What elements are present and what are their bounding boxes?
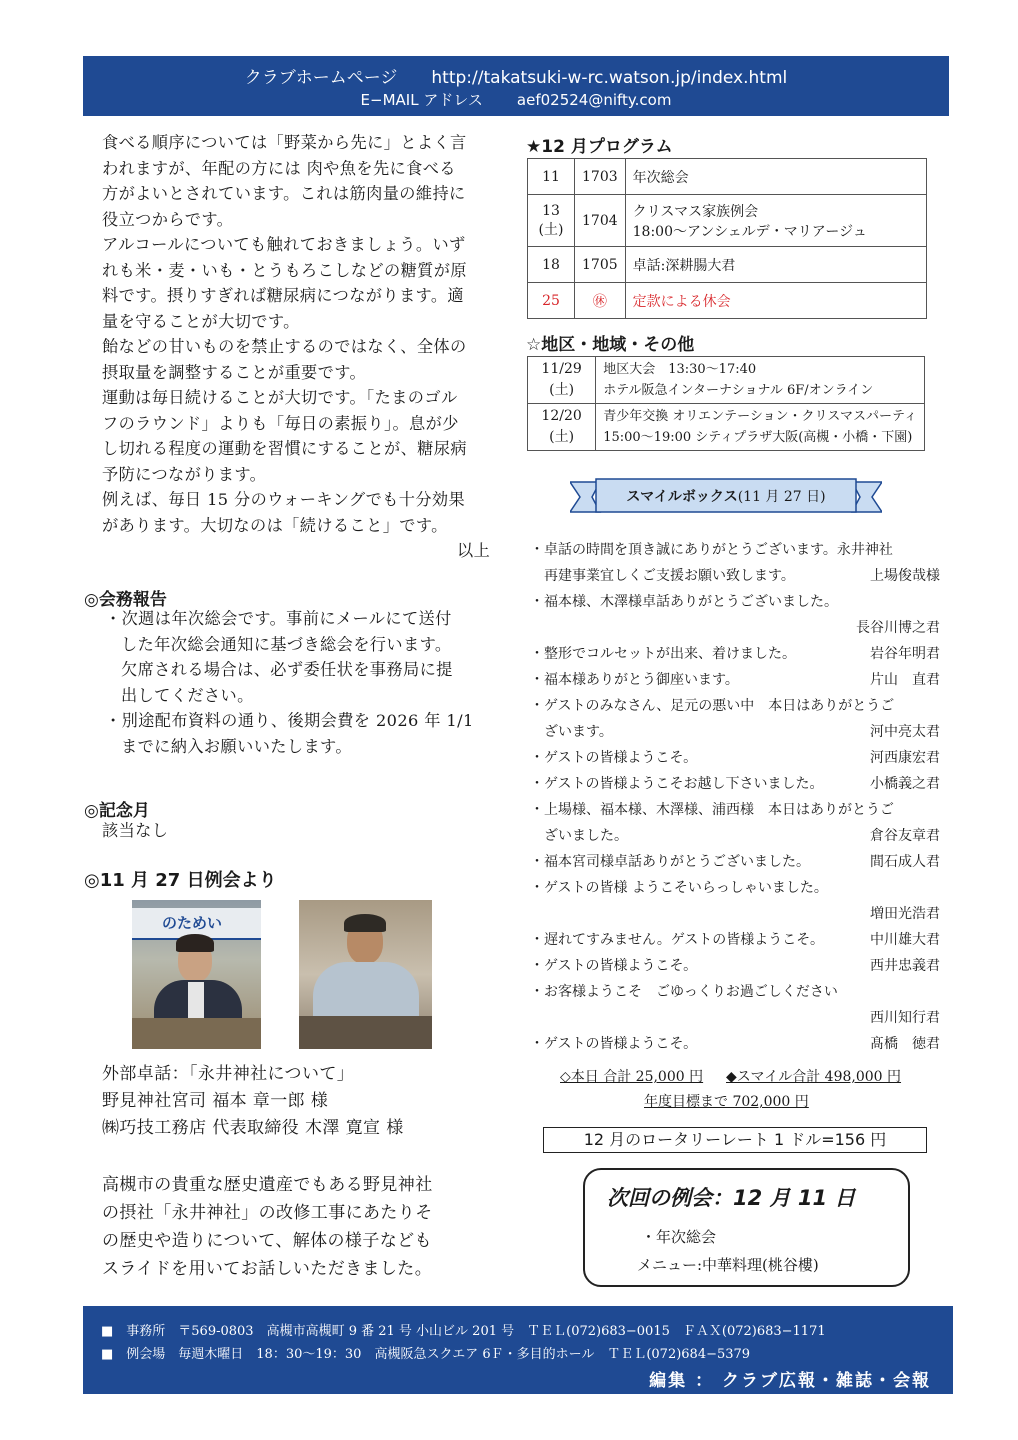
program-content <box>625 283 926 319</box>
smilebox-member: 上場俊哉様 <box>870 568 940 584</box>
next-meeting-title: 次回の例会：12 月 11 日 <box>607 1186 856 1210</box>
district-date <box>528 404 596 451</box>
program-heading: ★12 月プログラム <box>526 137 673 157</box>
smilebox-entry <box>530 615 940 641</box>
next-meeting-item: ・年次総会 <box>641 1228 717 1246</box>
kaimu-line: 欠席される場合は、必ず委任状を事務局に提 <box>121 660 453 679</box>
smilebox-title-wrap <box>598 486 854 506</box>
smilebox-entry <box>530 979 940 1005</box>
program-day-num: 18 <box>542 256 560 273</box>
speech-summary <box>102 1171 433 1283</box>
program-number: ㊡ <box>575 283 626 319</box>
smilebox-message: ・ゲストの皆様 ようこそいらっしゃいました。 <box>530 880 828 896</box>
intro-line: 予防につながります。 <box>102 464 267 484</box>
program-day-num: 25 <box>542 292 560 309</box>
smilebox-member: 倉谷友章君 <box>870 828 940 844</box>
program-row <box>528 247 927 283</box>
intro-line: アルコールについても触れておきましょう。いず <box>102 235 466 254</box>
program-day-num: 13 <box>542 202 560 219</box>
speaker-photo-2 <box>299 900 432 1049</box>
kinen-heading: ◎記念月 <box>84 801 150 821</box>
intro-line: し切れる程度の運動を習慣にすることが、糖尿病 <box>102 439 467 458</box>
intro-line: 量を守ることが大切です。 <box>102 311 300 331</box>
intro-line: 運動は毎日続けることが大切です。「たまのゴル <box>102 388 458 407</box>
editor-info: 編集 ： クラブ広報・雑誌・会報 <box>649 1371 931 1391</box>
program-number: 1705 <box>575 247 626 283</box>
smilebox-entry <box>530 953 940 979</box>
smilebox-member: 中川雄大君 <box>870 932 940 948</box>
program-row <box>528 159 927 195</box>
smilebox-entry <box>530 641 940 667</box>
program-content <box>625 247 926 283</box>
smile-totals <box>560 1066 901 1086</box>
district-date-dow: (土) <box>549 382 575 398</box>
smilebox-member: 長谷川博之君 <box>856 620 940 636</box>
smilebox-message: ・卓話の時間を頂き誠にありがとうございます。永井神社 <box>530 542 893 558</box>
smilebox-message: ・ゲストの皆様ようこそ。 <box>530 750 698 766</box>
program-day-num: 11 <box>542 168 560 185</box>
photo-banner-text: のためい <box>162 914 223 932</box>
total-smile: ◆スマイル合計 498,000 円 <box>726 1069 902 1085</box>
smilebox-message: 再建事業宜しくご支援お願い致します。 <box>530 568 795 584</box>
intro-line: があります。大切なのは「続けること」です。 <box>102 515 448 535</box>
smilebox-member: 片山 直君 <box>870 672 940 688</box>
smilebox-message: ざいました。 <box>530 828 628 844</box>
reikai-heading: ◎11 月 27 日例会より <box>84 870 277 891</box>
smilebox-entry <box>530 927 940 953</box>
smilebox-member: 小橋義之君 <box>870 776 940 792</box>
smilebox-message: ・ゲストのみなさん、足元の悪い中 本日はありがとうご <box>530 698 895 714</box>
smilebox-message: ・お客様ようこそ ごゆっくりお過ごしください <box>530 984 838 1000</box>
smilebox-entry <box>530 693 940 719</box>
smilebox-entry <box>530 849 940 875</box>
program-content <box>625 159 926 195</box>
total-today: ◇本日 合計 25,000 円 <box>560 1069 704 1085</box>
smilebox-message: ・ゲストの皆様ようこそ。 <box>530 958 698 974</box>
summary-line: 高槻市の貴重な歴史遺産でもある野見神社 <box>102 1175 433 1195</box>
summary-line: の歴史や造りについて、解体の様子なども <box>102 1231 432 1251</box>
intro-line: 料です。摂りすぎれば糖尿病につながります。適 <box>102 286 465 305</box>
program-content-line: 卓話:深耕腸大君 <box>632 257 736 274</box>
district-row <box>528 404 925 451</box>
district-line: ホテル阪急インターナショナル 6F/オンライン <box>603 383 874 398</box>
district-line: 青少年交換 オリエンテーション・クリスマスパーティ <box>603 409 917 424</box>
smilebox-date: (11 月 27 日) <box>737 489 826 505</box>
district-line: 15:00〜19:00 シティプラザ大阪(高槻・小橋・下園) <box>603 430 913 445</box>
program-day-dow: (土) <box>538 221 564 238</box>
smilebox-member: 岩谷年明君 <box>870 646 940 662</box>
district-content <box>596 357 925 404</box>
program-content-line: 18:00〜アンシェルデ・マリアージュ <box>632 223 867 240</box>
intro-line: われますが、年配の方には 肉や魚を先に食べる <box>102 158 456 178</box>
smilebox-message: ざいます。 <box>530 724 613 740</box>
intro-line: フのラウンド」よりも「毎日の素振り」。息が少 <box>102 413 459 433</box>
kaimu-line: 出してください。 <box>121 685 254 705</box>
kaimu-line: ・次週は年次総会です。事前にメールにて送付 <box>105 609 452 628</box>
smilebox-message: ・上場様、福本様、木澤様、浦西様 本日はありがとうご <box>530 802 894 818</box>
district-date-date: 12/20 <box>541 408 582 424</box>
smilebox-entry <box>530 563 940 589</box>
program-content-line: クリスマス家族例会 <box>632 203 759 220</box>
speaker-info <box>102 1061 404 1142</box>
smilebox-entry <box>530 797 940 823</box>
office-info: ■ 事務所 〒569-0803 高槻市高槻町 9 番 21 号 小山ビル 201 号 ＴＥＬ(072)683−0015 ＦＡＸ(072)683−1171 <box>101 1324 826 1339</box>
kaimu-line: までに納入お願いいたします。 <box>121 736 352 756</box>
kaimu-list <box>105 606 500 759</box>
district-content <box>596 404 925 451</box>
page-header <box>83 56 949 116</box>
speaker-photo-1 <box>132 900 261 1049</box>
program-number: 1704 <box>575 195 626 247</box>
district-row <box>528 357 925 404</box>
page-footer <box>83 1306 953 1394</box>
intro-line: 役立つからです。 <box>102 209 234 229</box>
smilebox-message: ・福本様、木澤様卓話ありがとうございました。 <box>530 594 838 610</box>
next-meeting-menu: メニュー:中華料理(桃谷樓) <box>637 1256 819 1274</box>
smilebox-entry <box>530 667 940 693</box>
district-date-dow: (土) <box>549 429 575 445</box>
kaimu-line: した年次総会通知に基づき総会を行います。 <box>121 634 452 654</box>
program-day <box>528 283 575 319</box>
program-number: 1703 <box>575 159 626 195</box>
district-heading: ☆地区・地域・その他 <box>526 335 695 355</box>
intro-line: 摂取量を調整することが重要です。 <box>102 362 367 382</box>
district-table <box>527 356 925 451</box>
program-table <box>527 158 927 319</box>
district-line: 地区大会 13:30〜17:40 <box>603 362 757 377</box>
rotary-rate: 12 月のロータリーレート 1 ドル=156 円 <box>543 1127 927 1153</box>
venue-info: ■ 例会場 毎週木曜日 18：30〜19：30 高槻阪急スクエア 6Ｆ・多目的ホール ＴＥＬ(072)684−5379 <box>101 1347 751 1362</box>
program-content-line: 定款による休会 <box>632 293 731 310</box>
ijo-text: 以上 <box>457 541 491 560</box>
smilebox-entry <box>530 1031 940 1057</box>
speaker-line: 野見神社宮司 福本 章一郎 様 <box>102 1091 329 1111</box>
smilebox-member: 河西康宏君 <box>870 750 940 766</box>
smilebox-entry <box>530 771 940 797</box>
intro-line: 食べる順序については「野菜から先に」とよく言 <box>102 133 467 152</box>
speaker-line: 外部卓話：「永井神社について」 <box>102 1064 355 1084</box>
kinen-text: 該当なし <box>102 821 169 840</box>
program-content <box>625 195 926 247</box>
smilebox-member: 間石成人君 <box>870 854 940 870</box>
smilebox-member: 河中亮太君 <box>870 724 940 740</box>
homepage-label: クラブホームページ <box>244 68 398 88</box>
program-content-line: 年次総会 <box>632 169 689 186</box>
smilebox-member: 西川知行君 <box>870 1010 940 1026</box>
email-label: E−MAIL アドレス <box>360 91 483 109</box>
smilebox-message: ・福本様ありがとう御座います。 <box>530 672 739 688</box>
smilebox-message: ・ゲストの皆様ようこそ。 <box>530 1036 698 1052</box>
smilebox-entry <box>530 589 940 615</box>
to-goal: 年度目標まで 702,000 円 <box>644 1094 809 1110</box>
program-day <box>528 195 575 247</box>
email-address[interactable]: aef02524@nifty.com <box>516 91 672 109</box>
smilebox-message: ・遅れてすみません。ゲストの皆様ようこそ。 <box>530 932 824 948</box>
smilebox-member: 髙橋 徳君 <box>870 1036 940 1052</box>
program-day <box>528 159 575 195</box>
smilebox-message: ・福本宮司様卓話ありがとうございました。 <box>530 854 810 870</box>
smilebox-member: 増田光浩君 <box>870 906 940 922</box>
kaimu-line: ・別途配布資料の通り、後期会費を 2026 年 1/1 <box>105 711 474 730</box>
smilebox-entry <box>530 537 940 563</box>
kaimu-heading: ◎会務報告 <box>84 590 167 610</box>
smilebox-entry <box>530 901 940 927</box>
smilebox-entry <box>530 745 940 771</box>
smilebox-entry <box>530 1005 940 1031</box>
program-row <box>528 283 927 319</box>
next-meeting-box <box>583 1168 910 1287</box>
intro-article <box>102 130 497 538</box>
program-day <box>528 247 575 283</box>
speaker-line: ㈱巧技工務店 代表取締役 木澤 寛宣 様 <box>102 1118 404 1138</box>
smilebox-entry <box>530 875 940 901</box>
smilebox-entry <box>530 719 940 745</box>
smilebox-entry <box>530 823 940 849</box>
smilebox-message: ・ゲストの皆様ようこそお越し下さいました。 <box>530 776 824 792</box>
homepage-url[interactable]: http://takatsuki-w-rc.watson.jp/index.html <box>431 68 788 88</box>
summary-line: の摂社「永井神社」の改修工事にあたりそ <box>102 1203 433 1223</box>
intro-line: 例えば、毎日 15 分のウォーキングでも十分効果 <box>102 490 466 509</box>
intro-line: 飴などの甘いものを禁止するのではなく、全体の <box>102 337 467 356</box>
smilebox-message: ・整形でコルセットが出来、着けました。 <box>530 646 796 662</box>
smilebox-title: スマイルボックス <box>626 489 738 505</box>
district-date <box>528 357 596 404</box>
intro-line: れも米・麦・いも・とうもろこしなどの糖質が原 <box>102 260 467 280</box>
intro-line: 方がよいとされています。これは筋肉量の維持に <box>102 184 466 203</box>
summary-line: スライドを用いてお話しいただきました。 <box>102 1259 433 1279</box>
smilebox-list <box>530 537 940 1057</box>
smilebox-member: 西井忠義君 <box>870 958 940 974</box>
district-date-date: 11/29 <box>541 361 582 377</box>
program-row <box>528 195 927 247</box>
